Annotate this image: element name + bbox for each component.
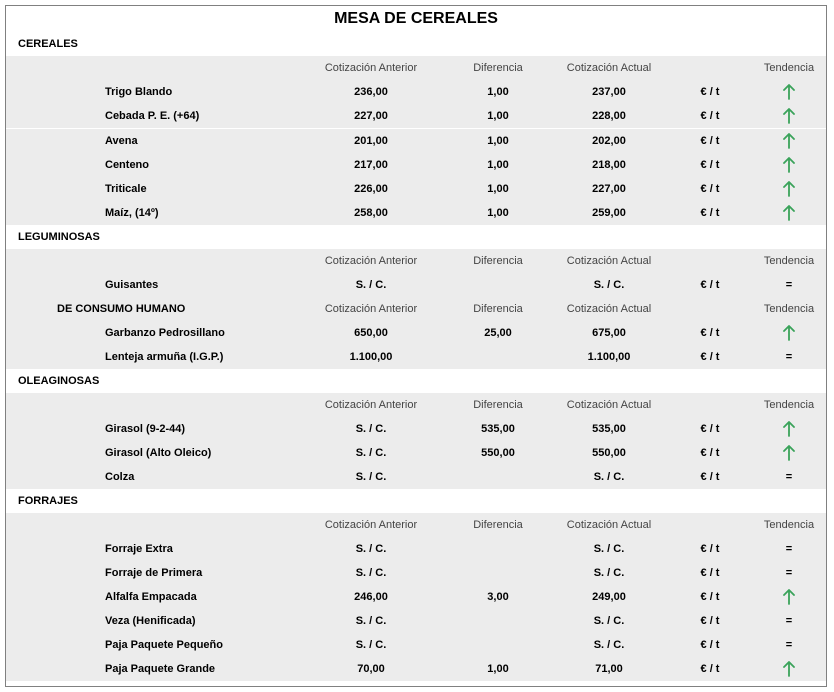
price-unit: € / t — [700, 183, 720, 195]
product-name: Veza (Henificada) — [105, 615, 196, 627]
trend-indicator — [753, 585, 825, 609]
product-name: Avena — [105, 135, 138, 147]
equal-icon: = — [785, 279, 793, 291]
current-price: 259,00 — [592, 207, 626, 219]
current-price: 249,00 — [592, 591, 626, 603]
product-name: Trigo Blando — [105, 86, 173, 98]
section-block — [6, 249, 826, 369]
current-price: 228,00 — [592, 110, 626, 122]
equal-icon: = — [785, 471, 793, 483]
previous-price: 217,00 — [354, 159, 388, 171]
product-name: Maíz, (14º) — [105, 207, 159, 219]
price-difference: 25,00 — [484, 327, 512, 339]
table-row — [6, 657, 826, 681]
header-trend: Tendencia — [763, 303, 815, 315]
previous-price: S. / C. — [355, 423, 387, 435]
price-unit: € / t — [700, 447, 720, 459]
price-unit: € / t — [700, 567, 720, 579]
header-curr: Cotización Actual — [566, 519, 652, 531]
price-difference: 1,00 — [487, 110, 509, 122]
price-unit: € / t — [700, 639, 720, 651]
trend-indicator — [753, 537, 825, 561]
previous-price: 201,00 — [354, 135, 388, 147]
header-diff: Diferencia — [473, 62, 523, 74]
section-block — [6, 513, 826, 681]
previous-price: 246,00 — [354, 591, 388, 603]
previous-price: 258,00 — [354, 207, 388, 219]
section-title: LEGUMINOSAS — [6, 225, 826, 249]
header-curr: Cotización Actual — [566, 303, 652, 315]
price-unit: € / t — [700, 423, 720, 435]
trend-indicator — [753, 273, 825, 297]
previous-price: S. / C. — [355, 279, 387, 291]
price-unit: € / t — [700, 615, 720, 627]
product-name: Cebada P. E. (+64) — [105, 110, 200, 122]
previous-price: 1.100,00 — [349, 351, 393, 363]
current-price: S. / C. — [593, 471, 625, 483]
table-row — [6, 633, 826, 657]
price-unit: € / t — [700, 86, 720, 98]
product-name: Colza — [105, 471, 135, 483]
arrow-up-icon — [783, 205, 795, 221]
price-unit: € / t — [700, 543, 720, 555]
trend-indicator — [753, 465, 825, 489]
table-row — [6, 80, 826, 104]
previous-price: 227,00 — [354, 110, 388, 122]
previous-price: S. / C. — [355, 447, 387, 459]
product-name: Triticale — [105, 183, 147, 195]
price-difference: 1,00 — [487, 86, 509, 98]
price-unit: € / t — [700, 135, 720, 147]
trend-indicator — [753, 80, 825, 104]
price-difference — [458, 465, 538, 489]
table-row — [6, 585, 826, 609]
arrow-up-icon — [783, 108, 795, 124]
product-name: Garbanzo Pedrosillano — [105, 327, 225, 339]
column-header-row — [6, 393, 826, 417]
trend-indicator — [753, 441, 825, 465]
price-difference — [458, 537, 538, 561]
product-name: Forraje de Primera — [105, 567, 203, 579]
trend-indicator — [753, 657, 825, 681]
header-trend: Tendencia — [763, 62, 815, 74]
header-prev: Cotización Anterior — [324, 303, 418, 315]
previous-price: S. / C. — [355, 639, 387, 651]
equal-icon: = — [785, 543, 793, 555]
price-difference: 1,00 — [487, 159, 509, 171]
section-block — [6, 393, 826, 489]
product-name: Centeno — [105, 159, 149, 171]
arrow-up-icon — [783, 325, 795, 341]
current-price: S. / C. — [593, 279, 625, 291]
arrow-up-icon — [783, 133, 795, 149]
price-unit: € / t — [700, 207, 720, 219]
previous-price: 650,00 — [354, 327, 388, 339]
current-price: 218,00 — [592, 159, 626, 171]
column-header-row — [6, 513, 826, 537]
price-difference: 1,00 — [487, 183, 509, 195]
header-trend: Tendencia — [763, 519, 815, 531]
current-price: S. / C. — [593, 567, 625, 579]
price-difference — [458, 633, 538, 657]
table-row — [6, 345, 826, 369]
trend-indicator — [753, 104, 825, 128]
price-difference: 3,00 — [487, 591, 509, 603]
current-price: 202,00 — [592, 135, 626, 147]
section-title: FORRAJES — [6, 489, 826, 513]
product-name: Girasol (9-2-44) — [105, 423, 186, 435]
price-difference — [458, 609, 538, 633]
price-unit: € / t — [700, 663, 720, 675]
current-price: S. / C. — [593, 543, 625, 555]
arrow-up-icon — [783, 157, 795, 173]
price-difference — [458, 561, 538, 585]
previous-price: S. / C. — [355, 543, 387, 555]
arrow-up-icon — [783, 181, 795, 197]
trend-indicator — [753, 201, 825, 225]
header-diff: Diferencia — [473, 303, 523, 315]
header-prev: Cotización Anterior — [324, 62, 418, 74]
trend-indicator — [753, 633, 825, 657]
previous-price: S. / C. — [355, 471, 387, 483]
equal-icon: = — [785, 639, 793, 651]
table-row — [6, 537, 826, 561]
current-price: 71,00 — [595, 663, 623, 675]
trend-indicator — [753, 561, 825, 585]
price-sheet — [5, 5, 827, 687]
page-title: MESA DE CEREALES — [6, 6, 826, 32]
header-diff: Diferencia — [473, 399, 523, 411]
arrow-up-icon — [783, 661, 795, 677]
product-name: Guisantes — [105, 279, 159, 291]
section-title: OLEAGINOSAS — [6, 369, 826, 393]
price-difference: 1,00 — [487, 663, 509, 675]
trend-indicator — [753, 321, 825, 345]
product-name: Alfalfa Empacada — [105, 591, 197, 603]
trend-indicator — [753, 177, 825, 201]
current-price: 227,00 — [592, 183, 626, 195]
table-row — [6, 465, 826, 489]
previous-price: 226,00 — [354, 183, 388, 195]
header-curr: Cotización Actual — [566, 399, 652, 411]
arrow-up-icon — [783, 445, 795, 461]
header-curr: Cotización Actual — [566, 62, 652, 74]
product-name: Paja Paquete Pequeño — [105, 639, 223, 651]
table-row — [6, 177, 826, 201]
equal-icon: = — [785, 351, 793, 363]
trend-indicator — [753, 153, 825, 177]
current-price: 535,00 — [592, 423, 626, 435]
current-price: 237,00 — [592, 86, 626, 98]
price-unit: € / t — [700, 351, 720, 363]
price-unit: € / t — [700, 159, 720, 171]
header-prev: Cotización Anterior — [324, 519, 418, 531]
trend-indicator — [753, 417, 825, 441]
header-diff: Diferencia — [473, 255, 523, 267]
table-row — [6, 128, 826, 153]
equal-icon: = — [785, 567, 793, 579]
header-trend: Tendencia — [763, 255, 815, 267]
price-difference: 550,00 — [481, 447, 515, 459]
table-row — [6, 104, 826, 128]
product-name: Lenteja armuña (I.G.P.) — [105, 351, 224, 363]
header-prev: Cotización Anterior — [324, 399, 418, 411]
previous-price: 236,00 — [354, 86, 388, 98]
header-prev: Cotización Anterior — [324, 255, 418, 267]
subsection-header-row — [6, 297, 826, 321]
subsection-title: DE CONSUMO HUMANO — [57, 303, 186, 315]
current-price: 1.100,00 — [587, 351, 631, 363]
product-name: Girasol (Alto Oleico) — [105, 447, 212, 459]
current-price: S. / C. — [593, 639, 625, 651]
price-difference: 1,00 — [487, 207, 509, 219]
table-row — [6, 321, 826, 345]
product-name: Paja Paquete Grande — [105, 663, 216, 675]
section-block — [6, 56, 826, 225]
table-row — [6, 417, 826, 441]
header-curr: Cotización Actual — [566, 255, 652, 267]
current-price: 675,00 — [592, 327, 626, 339]
header-diff: Diferencia — [473, 519, 523, 531]
table-row — [6, 609, 826, 633]
price-difference — [458, 345, 538, 369]
price-unit: € / t — [700, 471, 720, 483]
column-header-row — [6, 56, 826, 80]
header-trend: Tendencia — [763, 399, 815, 411]
trend-indicator — [753, 345, 825, 369]
table-row — [6, 561, 826, 585]
previous-price: 70,00 — [357, 663, 385, 675]
sections-container — [6, 32, 826, 681]
product-name: Forraje Extra — [105, 543, 173, 555]
price-unit: € / t — [700, 110, 720, 122]
previous-price: S. / C. — [355, 567, 387, 579]
price-difference: 535,00 — [481, 423, 515, 435]
trend-indicator — [753, 609, 825, 633]
table-row — [6, 201, 826, 225]
table-row — [6, 273, 826, 297]
section-title: CEREALES — [6, 32, 826, 56]
price-unit: € / t — [700, 327, 720, 339]
price-difference: 1,00 — [487, 135, 509, 147]
table-row — [6, 153, 826, 177]
table-row — [6, 441, 826, 465]
current-price: S. / C. — [593, 615, 625, 627]
price-unit: € / t — [700, 279, 720, 291]
previous-price: S. / C. — [355, 615, 387, 627]
price-unit: € / t — [700, 591, 720, 603]
equal-icon: = — [785, 615, 793, 627]
arrow-up-icon — [783, 421, 795, 437]
arrow-up-icon — [783, 589, 795, 605]
price-difference — [458, 273, 538, 297]
column-header-row — [6, 249, 826, 273]
current-price: 550,00 — [592, 447, 626, 459]
trend-indicator — [753, 129, 825, 153]
arrow-up-icon — [783, 84, 795, 100]
